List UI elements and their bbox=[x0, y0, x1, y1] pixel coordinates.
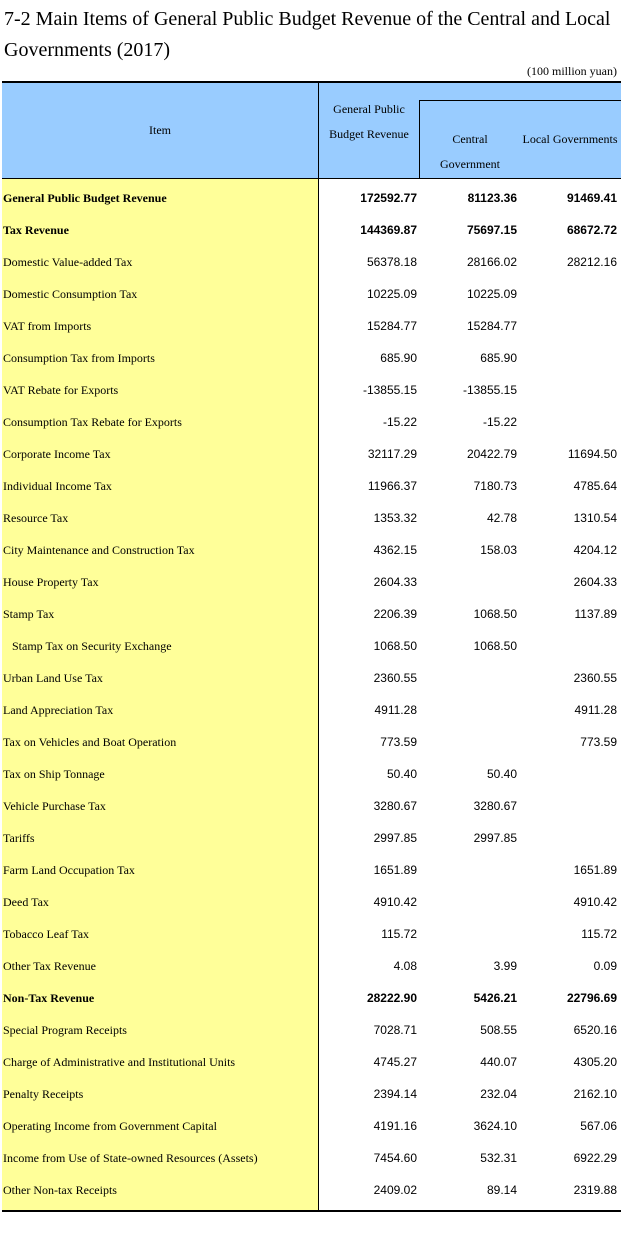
cell-total: 56378.18 bbox=[366, 255, 417, 269]
cell-total: 144369.87 bbox=[360, 223, 417, 237]
cell-local: 4785.64 bbox=[573, 479, 617, 493]
row-label: Non-Tax Revenue bbox=[3, 991, 95, 1005]
row-label: House Property Tax bbox=[3, 575, 99, 589]
cell-local: 2604.33 bbox=[573, 575, 617, 589]
table-row bbox=[2, 918, 621, 950]
cell-central: 158.03 bbox=[480, 543, 517, 557]
cell-total: 2394.14 bbox=[373, 1087, 417, 1101]
table-row bbox=[2, 1046, 621, 1078]
cell-total: 32117.29 bbox=[367, 447, 417, 461]
cell-local: 6922.29 bbox=[573, 1151, 617, 1165]
cell-total: 7028.71 bbox=[373, 1023, 417, 1037]
row-label: Deed Tax bbox=[3, 895, 49, 909]
table-row bbox=[2, 1078, 621, 1110]
cell-central: 532.31 bbox=[480, 1151, 517, 1165]
cell-local: 0.09 bbox=[593, 959, 617, 973]
cell-total: 50.40 bbox=[386, 767, 417, 781]
table-header bbox=[2, 83, 621, 179]
table-row bbox=[2, 950, 621, 982]
cell-total: 4745.27 bbox=[373, 1055, 417, 1069]
cell-total: 2409.02 bbox=[373, 1183, 417, 1197]
row-label: Tobacco Leaf Tax bbox=[3, 927, 90, 941]
cell-total: 7454.60 bbox=[373, 1151, 417, 1165]
cell-central: 5426.21 bbox=[473, 991, 517, 1005]
cell-total: 115.72 bbox=[381, 927, 417, 941]
row-label: Operating Income from Government Capital bbox=[3, 1119, 217, 1133]
table-row bbox=[2, 1014, 621, 1046]
row-label: Consumption Tax Rebate for Exports bbox=[3, 415, 182, 429]
cell-central: 1068.50 bbox=[473, 607, 517, 621]
table-row bbox=[2, 310, 621, 342]
header-total: General Public Budget Revenue bbox=[329, 102, 409, 141]
cell-total: 10225.09 bbox=[366, 287, 417, 301]
cell-local: 4911.28 bbox=[574, 703, 617, 717]
header-divider-vertical bbox=[419, 100, 420, 178]
table-row bbox=[2, 662, 621, 694]
cell-local: 1137.89 bbox=[574, 607, 617, 621]
cell-local: 2162.10 bbox=[573, 1087, 617, 1101]
cell-total: 28222.90 bbox=[366, 991, 417, 1005]
cell-total: -13855.15 bbox=[362, 383, 417, 397]
cell-central: 28166.02 bbox=[466, 255, 517, 269]
row-label: Tariffs bbox=[3, 831, 35, 845]
table-row bbox=[2, 726, 621, 758]
row-label: Penalty Receipts bbox=[3, 1087, 84, 1101]
table-row bbox=[2, 694, 621, 726]
table-row bbox=[2, 822, 621, 854]
table-row bbox=[2, 342, 621, 374]
row-label: Land Appreciation Tax bbox=[3, 703, 114, 717]
table-row bbox=[2, 182, 621, 214]
cell-central: 42.78 bbox=[486, 511, 517, 525]
table-row bbox=[2, 1110, 621, 1142]
cell-central: 10225.09 bbox=[466, 287, 517, 301]
cell-central: -13855.15 bbox=[462, 383, 517, 397]
table-row bbox=[2, 502, 621, 534]
cell-central: 3280.67 bbox=[473, 799, 517, 813]
cell-local: 115.72 bbox=[581, 927, 617, 941]
table-row bbox=[2, 278, 621, 310]
cell-total: 4910.42 bbox=[373, 895, 417, 909]
row-label: Corporate Income Tax bbox=[3, 447, 111, 461]
header-divider-horizontal bbox=[419, 100, 621, 101]
cell-total: 11966.37 bbox=[367, 479, 417, 493]
cell-central: 508.55 bbox=[480, 1023, 517, 1037]
row-label: Special Program Receipts bbox=[3, 1023, 127, 1037]
row-label: Farm Land Occupation Tax bbox=[3, 863, 135, 877]
cell-central: 75697.15 bbox=[466, 223, 517, 237]
cell-local: 567.06 bbox=[580, 1119, 617, 1133]
row-label: Tax Revenue bbox=[3, 223, 69, 237]
cell-central: -15.22 bbox=[482, 415, 517, 429]
row-label: VAT Rebate for Exports bbox=[3, 383, 119, 397]
row-label: Other Non-tax Receipts bbox=[3, 1183, 117, 1197]
table-row bbox=[2, 598, 621, 630]
table-row bbox=[2, 630, 621, 662]
cell-total: 1068.50 bbox=[373, 639, 417, 653]
row-label: Urban Land Use Tax bbox=[3, 671, 103, 685]
row-label: Individual Income Tax bbox=[3, 479, 112, 493]
cell-local: 2319.88 bbox=[573, 1183, 617, 1197]
table-row bbox=[2, 1174, 621, 1206]
table-row bbox=[2, 758, 621, 790]
cell-central: 81123.36 bbox=[467, 191, 517, 205]
page-title: 7-2 Main Items of General Public Budget Revenue of the Central and Local Governments (2017) bbox=[4, 8, 611, 61]
row-label: Consumption Tax from Imports bbox=[3, 351, 155, 365]
cell-total: 4.08 bbox=[393, 959, 417, 973]
header-item: Item bbox=[2, 83, 319, 178]
cell-local: 6520.16 bbox=[573, 1023, 617, 1037]
cell-central: 20422.79 bbox=[466, 447, 517, 461]
cell-local: 22796.69 bbox=[566, 991, 617, 1005]
row-label: Other Tax Revenue bbox=[3, 959, 96, 973]
cell-total: -15.22 bbox=[382, 415, 417, 429]
cell-central: 1068.50 bbox=[473, 639, 517, 653]
cell-total: 1353.32 bbox=[373, 511, 417, 525]
row-label: Charge of Administrative and Institutional Units bbox=[3, 1055, 236, 1069]
table-row bbox=[2, 854, 621, 886]
cell-local: 28212.16 bbox=[566, 255, 617, 269]
cell-total: 4191.16 bbox=[373, 1119, 417, 1133]
table-row bbox=[2, 374, 621, 406]
table-row bbox=[2, 438, 621, 470]
cell-total: 15284.77 bbox=[366, 319, 417, 333]
cell-total: 773.59 bbox=[380, 735, 417, 749]
row-label: Domestic Value-added Tax bbox=[3, 255, 133, 269]
table-row bbox=[2, 982, 621, 1014]
table-row bbox=[2, 406, 621, 438]
header-local: Local Governments bbox=[522, 132, 618, 146]
cell-central: 15284.77 bbox=[466, 319, 517, 333]
row-label: City Maintenance and Construction Tax bbox=[3, 543, 195, 557]
row-label: Stamp Tax bbox=[3, 607, 55, 621]
row-label: Income from Use of State-owned Resources (Assets) bbox=[3, 1151, 258, 1165]
cell-central: 2997.85 bbox=[473, 831, 517, 845]
cell-local: 4305.20 bbox=[573, 1055, 617, 1069]
cell-total: 2604.33 bbox=[373, 575, 417, 589]
cell-local: 91469.41 bbox=[566, 191, 617, 205]
cell-central: 50.40 bbox=[486, 767, 517, 781]
row-label: Stamp Tax on Security Exchange bbox=[12, 639, 172, 653]
cell-total: 4911.28 bbox=[374, 703, 417, 717]
cell-local: 1310.54 bbox=[573, 511, 617, 525]
cell-central: 685.90 bbox=[480, 351, 517, 365]
cell-local: 773.59 bbox=[580, 735, 617, 749]
cell-central: 440.07 bbox=[480, 1055, 517, 1069]
row-label: General Public Budget Revenue bbox=[3, 191, 167, 205]
table-body bbox=[2, 179, 621, 1210]
table-rows bbox=[2, 182, 621, 1206]
cell-local: 68672.72 bbox=[566, 223, 617, 237]
cell-total: 685.90 bbox=[380, 351, 417, 365]
table-row bbox=[2, 214, 621, 246]
cell-total: 2206.39 bbox=[373, 607, 417, 621]
row-label: VAT from Imports bbox=[3, 319, 92, 333]
cell-local: 4910.42 bbox=[573, 895, 617, 909]
bottom-rule bbox=[2, 1210, 621, 1212]
cell-local: 11694.50 bbox=[567, 447, 617, 461]
cell-total: 1651.89 bbox=[373, 863, 417, 877]
row-label: Tax on Ship Tonnage bbox=[3, 767, 105, 781]
header-central: Central Government bbox=[440, 132, 500, 171]
table-row bbox=[2, 1142, 621, 1174]
cell-total: 2997.85 bbox=[373, 831, 417, 845]
row-label: Vehicle Purchase Tax bbox=[3, 799, 106, 813]
table-row bbox=[2, 246, 621, 278]
table-row bbox=[2, 566, 621, 598]
cell-local: 1651.89 bbox=[573, 863, 617, 877]
row-label: Resource Tax bbox=[3, 511, 69, 525]
cell-central: 232.04 bbox=[480, 1087, 517, 1101]
table-row bbox=[2, 790, 621, 822]
table-row bbox=[2, 886, 621, 918]
cell-total: 172592.77 bbox=[360, 191, 417, 205]
row-label: Tax on Vehicles and Boat Operation bbox=[3, 735, 177, 749]
cell-central: 89.14 bbox=[486, 1183, 517, 1197]
unit-label: (100 million yuan) bbox=[527, 64, 617, 78]
cell-central: 3.99 bbox=[493, 959, 517, 973]
row-label: Domestic Consumption Tax bbox=[3, 287, 138, 301]
cell-local: 2360.55 bbox=[573, 671, 617, 685]
cell-local: 4204.12 bbox=[573, 543, 617, 557]
cell-total: 4362.15 bbox=[373, 543, 417, 557]
table-row bbox=[2, 470, 621, 502]
cell-total: 2360.55 bbox=[373, 671, 417, 685]
cell-total: 3280.67 bbox=[373, 799, 417, 813]
cell-central: 3624.10 bbox=[473, 1119, 517, 1133]
cell-central: 7180.73 bbox=[473, 479, 517, 493]
table-row bbox=[2, 534, 621, 566]
